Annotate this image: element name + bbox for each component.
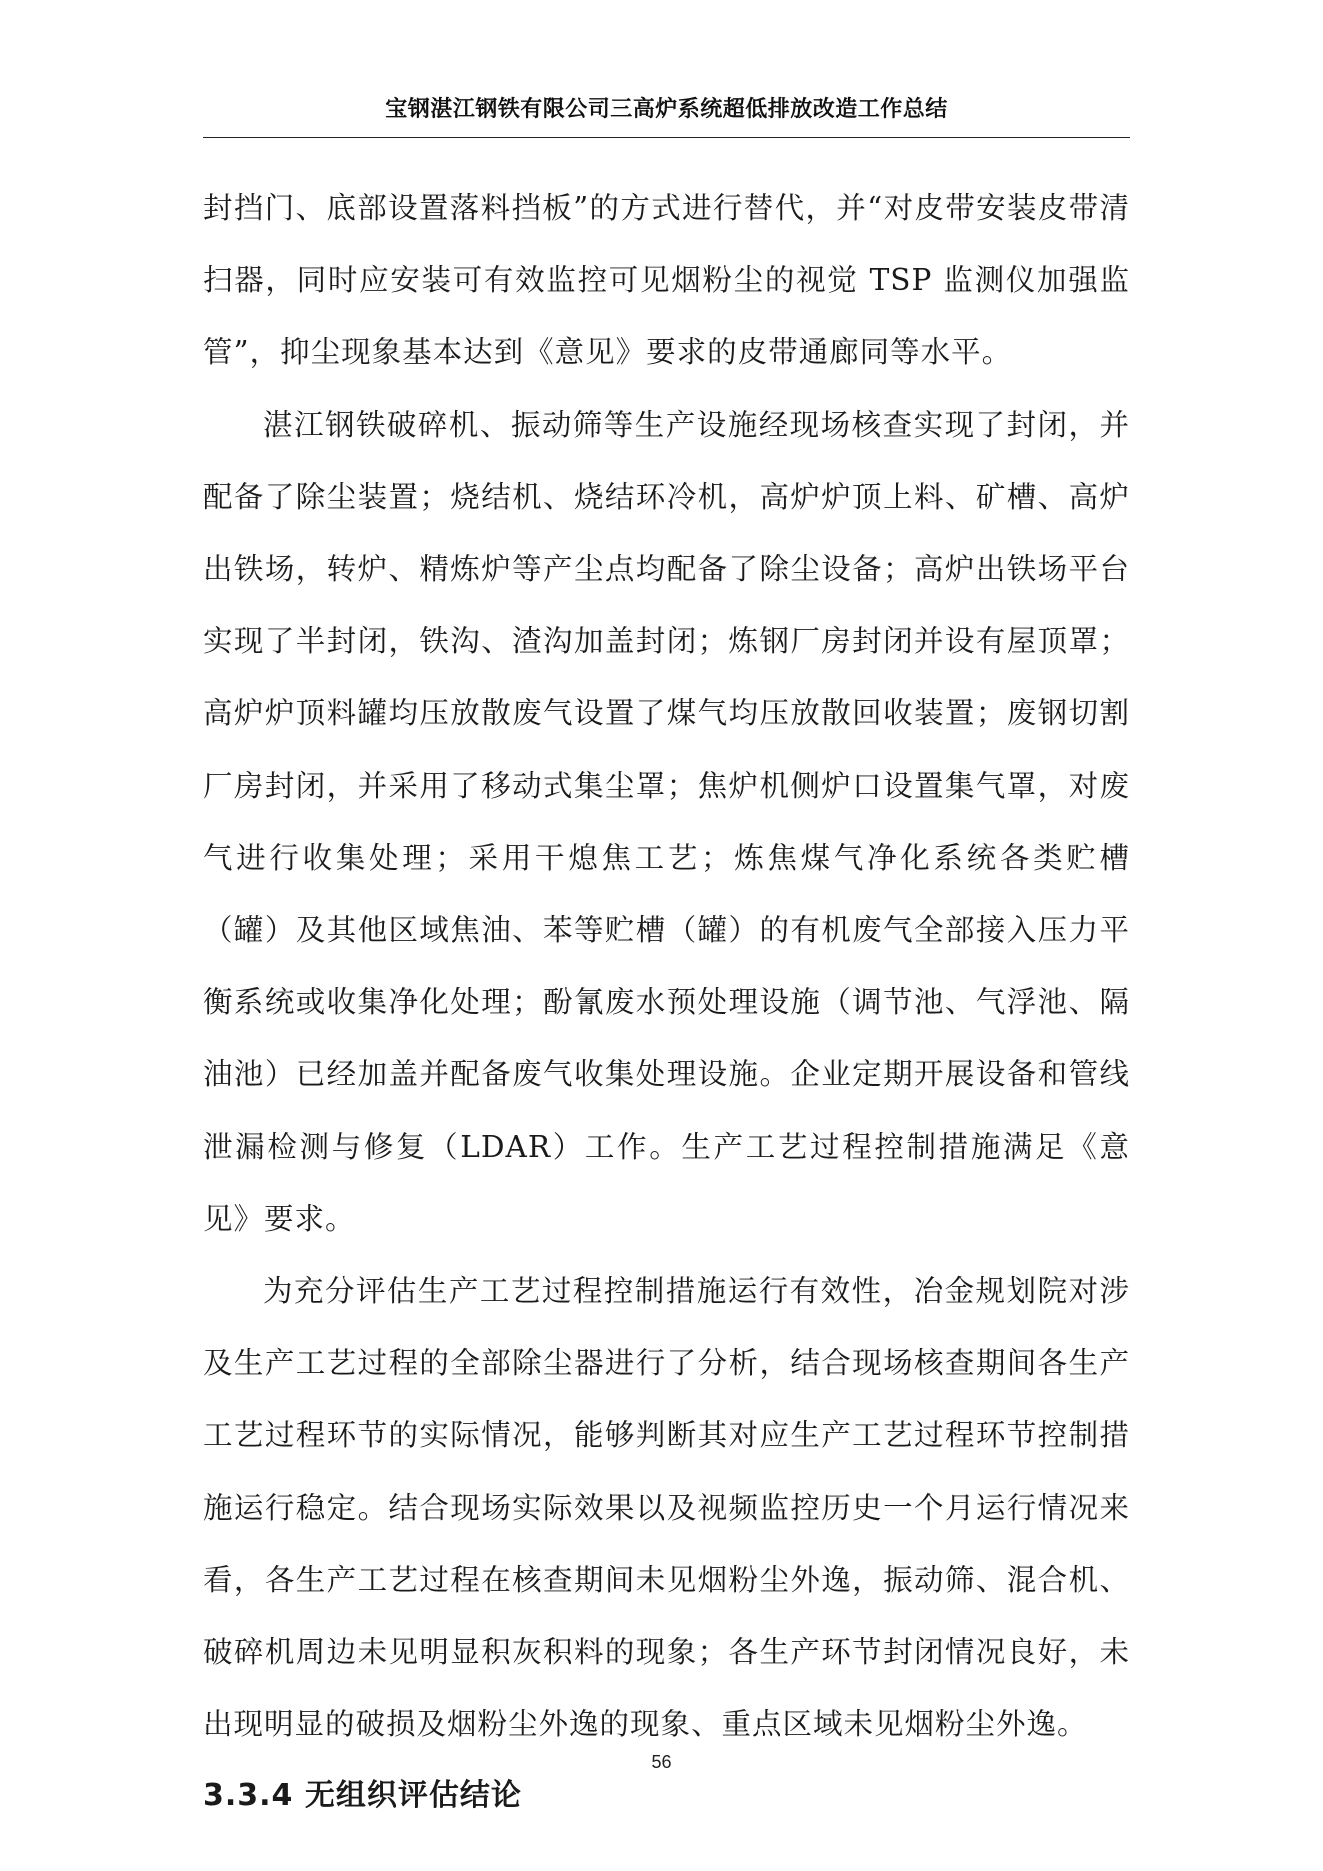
header-divider bbox=[203, 137, 1130, 138]
document-body bbox=[203, 172, 1130, 1832]
section-heading: 3.3.4 无组织评估结论 bbox=[203, 1778, 522, 1814]
paragraph-continuation: 封挡门、底部设置落料挡板”的方式进行替代，并“对皮带安装皮带清扫器，同时应安装可有效监控可见烟粉尘的视觉 TSP 监测仪加强监管”，抑尘现象基本达到《意见》要求的皮带通廊同等水平。 bbox=[203, 191, 1130, 370]
page-header-title: 宝钢湛江钢铁有限公司三高炉系统超低排放改造工作总结 bbox=[385, 97, 948, 122]
paragraph-effectiveness-assessment: 为充分评估生产工艺过程控制措施运行有效性，冶金规划院对涉及生产工艺过程的全部除尘器进行了分析，结合现场核查期间各生产工艺过程环节的实际情况，能够判断其对应生产工艺过程环节控制措施运行稳定。结合现场实际效果以及视频监控历史一个月运行情况来看，各生产工艺过程在核查期间未见烟粉尘外逸，振动筛、混合机、破碎机周边未见明显积灰积料的现象；各生产环节封闭情况良好，未出现明显的破损及烟粉尘外逸的现象、重点区域未见烟粉尘外逸。 bbox=[203, 1274, 1130, 1742]
paragraph-process-facilities: 湛江钢铁破碎机、振动筛等生产设施经现场核查实现了封闭，并配备了除尘装置；烧结机、烧结环冷机，高炉炉顶上料、矿槽、高炉出铁场，转炉、精炼炉等产尘点均配备了除尘设备；高炉出铁场平台实现了半封闭，铁沟、渣沟加盖封闭；炼钢厂房封闭并设有屋顶罩；高炉炉顶料罐均压放散废气设置了煤气均压放散回收装置；废钢切割厂房封闭，并采用了移动式集尘罩；焦炉机侧炉口设置集气罩，对废气进行收集处理；采用干熄焦工艺；炼焦煤气净化系统各类贮槽（罐）及其他区域焦油、苯等贮槽（罐）的有机废气全部接入压力平衡系统或收集净化处理；酚氰废水预处理设施（调节池、气浮池、隔油池）已经加盖并配备废气收集处理设施。企业定期开展设备和管线泄漏检测与修复（LDAR）工作。生产工艺过程控制措施满足《意见》要求。 bbox=[203, 407, 1130, 1236]
page-number: 56 bbox=[651, 1752, 672, 1772]
